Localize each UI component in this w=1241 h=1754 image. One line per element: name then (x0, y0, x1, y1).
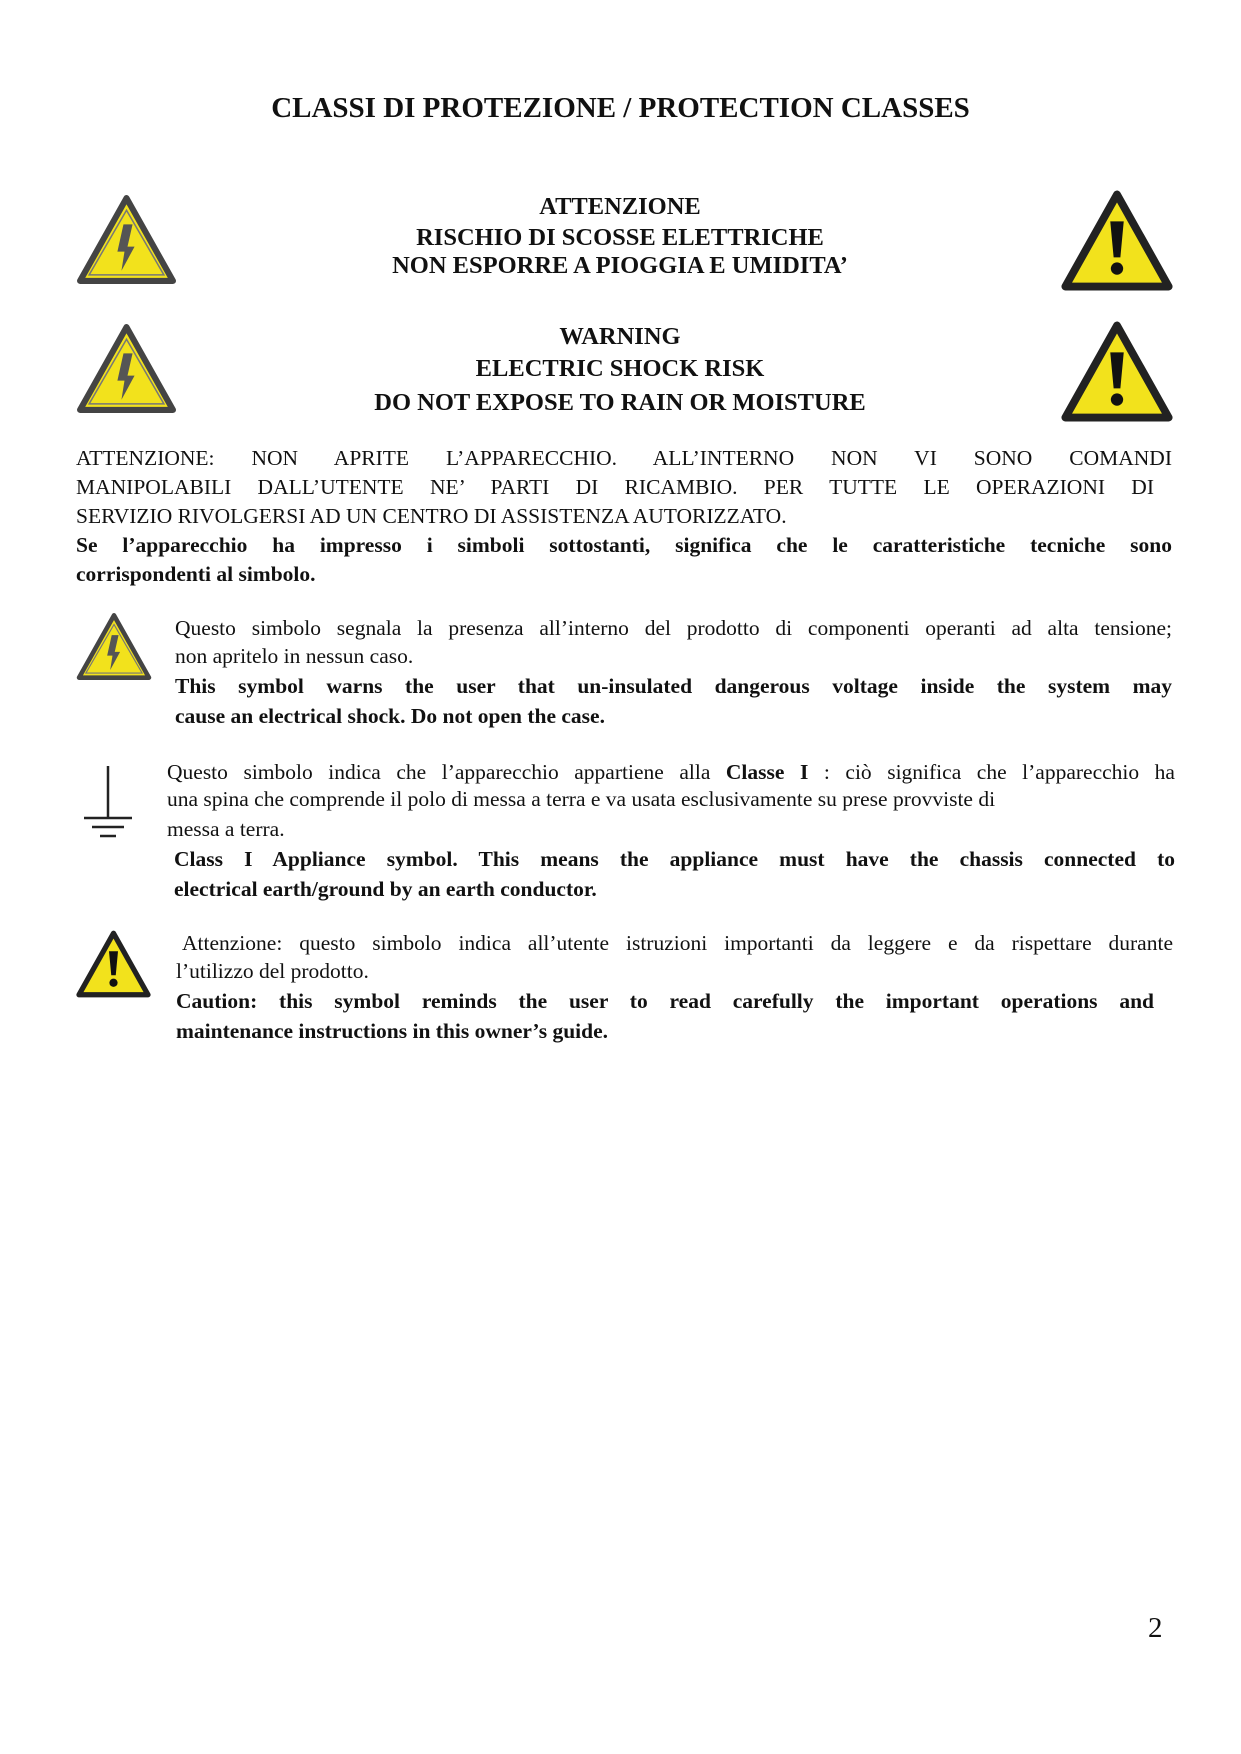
class-i-bold-label: Classe I (725, 760, 809, 784)
warning-block-en (250, 321, 990, 419)
notice-bold-line2: corrispondenti al simbolo. (76, 562, 316, 586)
class-i-it-line3: messa a terra. (167, 817, 285, 841)
symbol-description-voltage (175, 613, 1172, 731)
class-i-it-line1-pre: Questo simbolo indica che l’apparecchio appartiene alla (167, 760, 726, 784)
caution-exclamation-icon (76, 930, 151, 998)
caution-it-line2: l’utilizzo del prodotto. (176, 959, 369, 983)
notice-bold-line1: Se l’apparecchio ha impresso i simboli sottostanti, significa che le caratteristiche tecniche sono (76, 533, 1172, 557)
voltage-en-line2: cause an electrical shock. Do not open the case. (175, 704, 605, 728)
warning-block-it (250, 191, 990, 282)
class-i-it-line2: una spina che comprende il polo di messa a terra e va usata esclusivamente su prese provviste di (167, 787, 996, 811)
voltage-it-line2: non apritelo in nessun caso. (175, 644, 414, 668)
class-i-en-line2: electrical earth/ground by an earth conductor. (174, 877, 597, 901)
warning-en-line3: DO NOT EXPOSE TO RAIN OR MOISTURE (374, 389, 866, 416)
warning-it-line3: NON ESPORRE A PIOGGIA E UMIDITA’ (392, 252, 848, 279)
warning-en-line1: WARNING (559, 323, 681, 350)
class-i-it-line1-post: : ciò significa che l’apparecchio ha (808, 760, 1175, 784)
caution-exclamation-icon (1060, 190, 1174, 291)
warning-it-line1: ATTENZIONE (539, 193, 701, 220)
notice-line2: MANIPOLABILI DALL’UTENTE NE’ PARTI DI RICAMBIO. PER TUTTE LE OPERAZIONI DI (76, 475, 1154, 499)
warning-en-line2: ELECTRIC SHOCK RISK (475, 355, 765, 382)
caution-en-line2: maintenance instructions in this owner’s guide. (176, 1019, 609, 1043)
page-title: CLASSI DI PROTEZIONE / PROTECTION CLASSES (271, 92, 970, 124)
high-voltage-warning-icon (76, 612, 152, 681)
notice-paragraph (76, 444, 1172, 589)
symbol-description-class-i (167, 757, 1175, 904)
notice-line1: ATTENZIONE: NON APRITE L’APPARECCHIO. ALL’INTERNO NON VI SONO COMANDI (76, 446, 1172, 470)
voltage-en-line1: This symbol warns the user that un-insulated dangerous voltage inside the system may (175, 674, 1172, 698)
page-number: 2 (1148, 1612, 1163, 1644)
notice-line3: SERVIZIO RIVOLGERSI AD UN CENTRO DI ASSISTENZA AUTORIZZATO. (76, 504, 787, 528)
caution-exclamation-icon (1060, 321, 1174, 422)
voltage-it-line1: Questo simbolo segnala la presenza all’interno del prodotto di componenti operanti ad alta tensione; (175, 616, 1172, 640)
high-voltage-warning-icon (76, 194, 177, 285)
high-voltage-warning-icon (76, 323, 177, 414)
caution-it-line1: Attenzione: questo simbolo indica all’utente istruzioni importanti da leggere e da rispettare durante (182, 931, 1173, 955)
class-i-it-line1 (167, 757, 1175, 787)
caution-en-line1: Caution: this symbol reminds the user to read carefully the important operations and (176, 989, 1154, 1013)
symbol-description-caution (176, 928, 1173, 1046)
class-i-en-line1: Class I Appliance symbol. This means the appliance must have the chassis connected to (174, 847, 1175, 871)
earth-ground-icon (80, 762, 136, 844)
warning-it-line2: RISCHIO DI SCOSSE ELETTRICHE (416, 224, 824, 251)
